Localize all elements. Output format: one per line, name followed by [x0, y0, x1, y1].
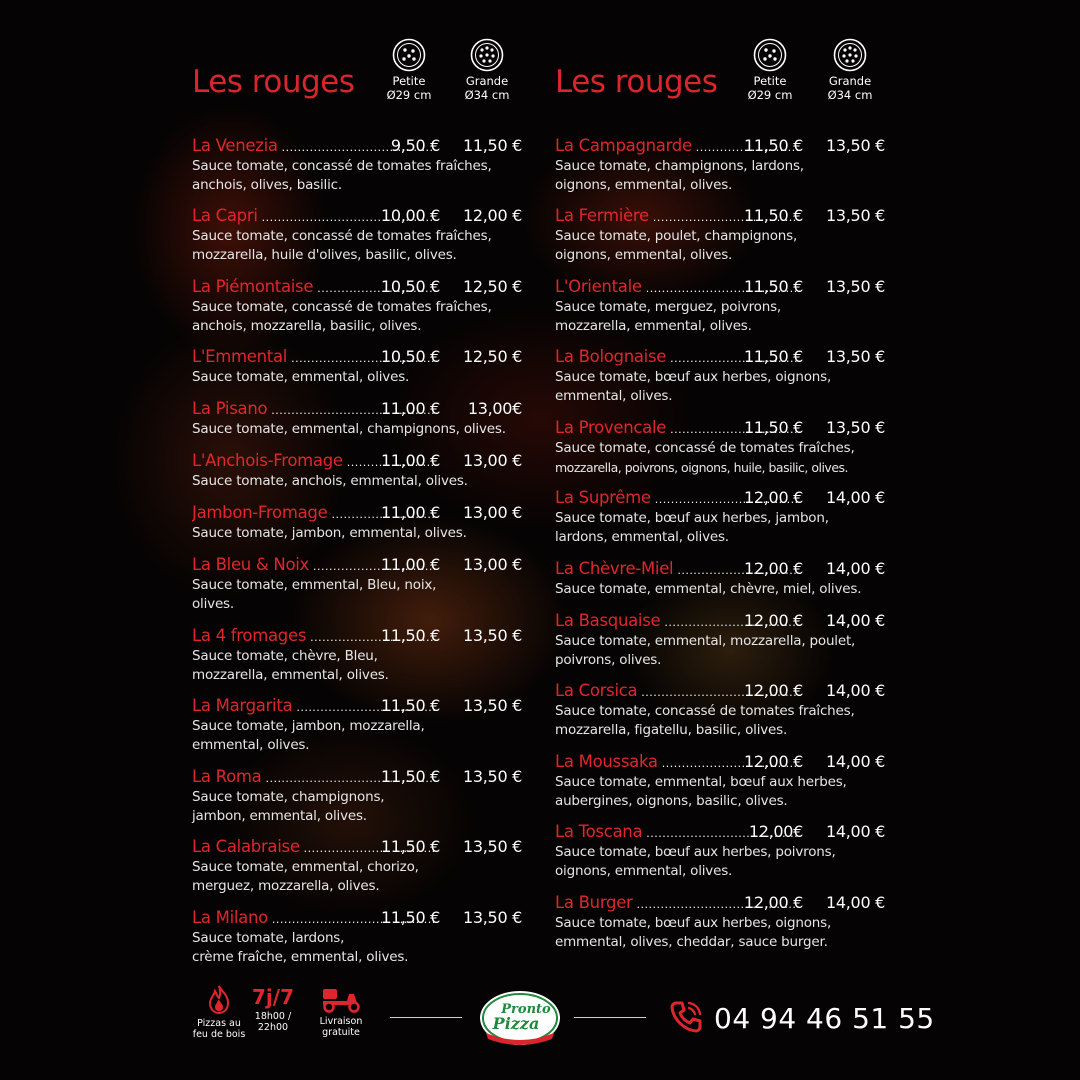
price-small: 11,50 € [744, 347, 803, 366]
price-small: 11,50 € [744, 277, 803, 296]
price-small: 11,00 € [381, 555, 440, 574]
item-desc-line: aubergines, oignons, basilic, olives. [555, 793, 788, 809]
item-name: Jambon-Fromage ..... [192, 502, 437, 526]
price-small: 12,00€ [748, 822, 803, 841]
price-large: 12,00 € [463, 206, 522, 225]
price-large: 13,00€ [467, 399, 522, 418]
item-desc-line: merguez, mozzarella, olives. [192, 878, 380, 894]
menu-item [555, 276, 895, 336]
item-desc-line: Sauce tomate, bœuf aux herbes, oignons, [555, 369, 832, 385]
menu-item [192, 502, 532, 543]
item-name: La Venezia ..... [192, 135, 437, 159]
feature-label-line: gratuite [322, 1027, 360, 1038]
size-large-header [815, 38, 885, 102]
item-name: L'Emmental ..... [192, 346, 437, 370]
item-desc-line: Sauce tomate, emmental, champignons, olives. [192, 421, 506, 437]
item-name: L'Orientale ..... [555, 276, 800, 300]
item-name: La Suprême ..... [555, 487, 800, 511]
item-desc-line: Sauce tomate, merguez, poivrons, [555, 299, 782, 315]
menu-item [555, 610, 895, 670]
menu-item [555, 417, 895, 477]
menu-item [192, 907, 532, 967]
pizza-small-icon [753, 38, 787, 72]
item-name: La Bleu & Noix ..... [192, 554, 437, 578]
size-small-diameter: Ø29 cm [386, 88, 432, 102]
size-small-label: Petite [753, 74, 787, 88]
size-large-label: Grande [828, 74, 872, 88]
item-desc-line: lardons, emmental, olives. [555, 529, 729, 545]
price-small: 11,50 € [381, 837, 440, 856]
menu-item [192, 625, 532, 685]
price-large: 13,50 € [463, 696, 522, 715]
price-large: 14,00 € [826, 611, 885, 630]
price-small: 12,00 € [744, 488, 803, 507]
item-desc-line: Sauce tomate, poulet, champignons, [555, 228, 798, 244]
item-desc-line: Sauce tomate, champignons, lardons, [555, 158, 804, 174]
price-small: 11,50 € [744, 418, 803, 437]
logo-text-bottom: Pizza [492, 1014, 540, 1033]
price-large: 13,50 € [826, 347, 885, 366]
menu-item [192, 450, 532, 491]
feature-label-line: Pizzas au [197, 1018, 241, 1029]
feature-free-delivery [306, 985, 376, 1038]
price-small: 11,50 € [381, 767, 440, 786]
item-desc-line: Sauce tomate, chèvre, Bleu, [192, 648, 378, 664]
price-small: 12,00 € [744, 752, 803, 771]
size-small-label: Petite [392, 74, 426, 88]
price-small: 10,50 € [381, 347, 440, 366]
item-desc-line: poivrons, olives. [555, 652, 662, 668]
flame-icon [205, 985, 233, 1015]
size-large-diameter: Ø34 cm [827, 88, 873, 102]
item-desc-line: Sauce tomate, lardons, [192, 930, 345, 946]
price-large: 14,00 € [826, 822, 885, 841]
item-name: La 4 fromages ..... [192, 625, 437, 649]
item-desc-line: mozzarella, huile d'olives, basilic, olives. [192, 247, 457, 263]
menu-item [555, 205, 895, 265]
menu-item [192, 695, 532, 755]
item-name: La Provencale ..... [555, 417, 800, 441]
phone-contact[interactable] [668, 999, 935, 1039]
size-large-header [452, 38, 522, 102]
menu-item [555, 680, 895, 740]
size-large-label: Grande [465, 74, 509, 88]
item-name: La Milano ..... [192, 907, 437, 931]
item-name: La Piémontaise ..... [192, 276, 437, 300]
divider [390, 1017, 462, 1018]
menu-item [192, 554, 532, 614]
item-name: La Toscana ..... [555, 821, 800, 845]
section-title: Les rouges [192, 64, 355, 100]
price-large: 14,00 € [826, 893, 885, 912]
price-large: 13,50 € [463, 908, 522, 927]
item-desc-line: Sauce tomate, champignons, [192, 789, 385, 805]
price-small: 11,00 € [381, 451, 440, 470]
price-small: 12,00 € [744, 893, 803, 912]
menu-item [192, 836, 532, 896]
item-desc-line: olives. [192, 596, 234, 612]
feature-label-line: 22h00 [257, 1022, 289, 1033]
price-large: 12,50 € [463, 277, 522, 296]
menu-item [192, 398, 532, 439]
item-desc-line: Sauce tomate, jambon, mozzarella, [192, 718, 425, 734]
menu-item [192, 766, 532, 826]
menu-item [192, 276, 532, 336]
menu-item [555, 487, 895, 547]
size-small-diameter: Ø29 cm [747, 88, 793, 102]
item-name: La Chèvre-Miel ..... [555, 558, 800, 582]
item-name: La Basquaise ..... [555, 610, 800, 634]
feature-opening-hours [238, 985, 308, 1033]
item-desc-line: Sauce tomate, emmental, mozzarella, poulet, [555, 633, 856, 649]
item-desc-line: Sauce tomate, concassé de tomates fraîches, [555, 440, 855, 456]
menu-item [192, 135, 532, 195]
item-desc-line: Sauce tomate, emmental, chèvre, miel, olives. [555, 581, 862, 597]
footer [0, 985, 1080, 1065]
price-large: 13,50 € [463, 626, 522, 645]
days-headline: 7j/7 [252, 985, 294, 1009]
pizza-large-icon [470, 38, 504, 72]
item-desc-line: Sauce tomate, concassé de tomates fraîches, [192, 158, 492, 174]
item-desc-line: Sauce tomate, emmental, chorizo, [192, 859, 419, 875]
item-desc-line: oignons, emmental, olives. [555, 863, 733, 879]
item-desc-line: mozzarella, emmental, olives. [192, 667, 389, 683]
item-desc-line: emmental, olives, cheddar, sauce burger. [555, 934, 828, 950]
item-desc-line: Sauce tomate, bœuf aux herbes, jambon, [555, 510, 829, 526]
section-title: Les rouges [555, 64, 718, 100]
price-small: 12,00 € [744, 611, 803, 630]
logo-text-top: Pronto [501, 1002, 551, 1017]
feature-label-line: feu de bois [192, 1029, 246, 1040]
item-desc-line: mozzarella, figatellu, basilic, olives. [555, 722, 788, 738]
item-desc-line: emmental, olives. [555, 388, 673, 404]
price-large: 13,00 € [463, 451, 522, 470]
item-name: L'Anchois-Fromage ..... [192, 450, 437, 474]
size-small-header [374, 38, 444, 102]
pizza-small-icon [392, 38, 426, 72]
item-name: La Moussaka ..... [555, 751, 800, 775]
scooter-icon [319, 985, 363, 1013]
price-small: 9,50 € [390, 136, 440, 155]
price-small: 10,50 € [381, 277, 440, 296]
item-desc-line: Sauce tomate, concassé de tomates fraîches, [192, 228, 492, 244]
feature-label-line: 18h00 / [254, 1011, 292, 1022]
price-small: 12,00 € [744, 681, 803, 700]
size-large-diameter: Ø34 cm [464, 88, 510, 102]
item-desc-line: Sauce tomate, bœuf aux herbes, oignons, [555, 915, 832, 931]
menu-item [555, 135, 895, 195]
item-name: La Burger ..... [555, 892, 800, 916]
item-name: La Calabraise ..... [192, 836, 437, 860]
menu-item [555, 892, 895, 952]
item-desc-line: Sauce tomate, emmental, bœuf aux herbes, [555, 774, 847, 790]
price-large: 13,00 € [463, 503, 522, 522]
price-small: 11,00 € [381, 503, 440, 522]
price-large: 11,50 € [463, 136, 522, 155]
pizza-large-icon [833, 38, 867, 72]
item-desc-line: jambon, emmental, olives. [192, 808, 367, 824]
price-small: 11,50 € [381, 696, 440, 715]
item-desc-line: anchois, mozzarella, basilic, olives. [192, 318, 422, 334]
item-name: La Campagnarde ..... [555, 135, 800, 159]
price-large: 14,00 € [826, 752, 885, 771]
price-large: 14,00 € [826, 559, 885, 578]
menu-item [555, 558, 895, 599]
price-large: 13,50 € [826, 136, 885, 155]
item-desc-line: anchois, olives, basilic. [192, 177, 342, 193]
price-small: 11,50 € [744, 206, 803, 225]
size-small-header [735, 38, 805, 102]
item-desc-line: Sauce tomate, bœuf aux herbes, poivrons, [555, 844, 836, 860]
item-name: La Fermière ..... [555, 205, 800, 229]
price-small: 10,00 € [381, 206, 440, 225]
item-desc-line: emmental, olives. [192, 737, 310, 753]
price-small: 11,00 € [381, 399, 440, 418]
item-desc-line: Sauce tomate, concassé de tomates fraîches, [555, 703, 855, 719]
price-large: 14,00 € [826, 488, 885, 507]
item-desc-line: oignons, emmental, olives. [555, 177, 733, 193]
item-name: La Margarita ..... [192, 695, 437, 719]
item-name: La Corsica ..... [555, 680, 800, 704]
menu-item [192, 205, 532, 265]
price-large: 12,50 € [463, 347, 522, 366]
menu-item [192, 346, 532, 387]
feature-label-line: Livraison [319, 1016, 363, 1027]
item-name: La Bolognaise ..... [555, 346, 800, 370]
divider [574, 1017, 646, 1018]
price-large: 14,00 € [826, 681, 885, 700]
price-large: 13,50 € [463, 767, 522, 786]
price-small: 11,50 € [744, 136, 803, 155]
item-desc-line: mozzarella, poivrons, oignons, huile, basilic, olives. [555, 460, 849, 475]
menu-item [555, 751, 895, 811]
brand-logo [478, 989, 562, 1047]
item-name: La Pisano ..... [192, 398, 437, 422]
item-desc-line: Sauce tomate, emmental, Bleu, noix, [192, 577, 437, 593]
menu-item [555, 821, 895, 881]
item-desc-line: Sauce tomate, emmental, olives. [192, 369, 410, 385]
price-large: 13,50 € [826, 206, 885, 225]
price-large: 13,00 € [463, 555, 522, 574]
price-small: 11,50 € [381, 908, 440, 927]
price-large: 13,50 € [826, 277, 885, 296]
item-desc-line: Sauce tomate, anchois, emmental, olives. [192, 473, 468, 489]
phone-number[interactable]: 04 94 46 51 55 [714, 1002, 935, 1035]
item-name: La Roma ..... [192, 766, 437, 790]
price-large: 13,50 € [826, 418, 885, 437]
price-small: 12,00 € [744, 559, 803, 578]
item-desc-line: oignons, emmental, olives. [555, 247, 733, 263]
item-desc-line: crème fraîche, emmental, olives. [192, 949, 409, 965]
menu-item [555, 346, 895, 406]
price-small: 11,50 € [381, 626, 440, 645]
item-desc-line: Sauce tomate, concassé de tomates fraîches, [192, 299, 492, 315]
item-desc-line: Sauce tomate, jambon, emmental, olives. [192, 525, 467, 541]
phone-icon [668, 999, 704, 1035]
item-name: La Capri ..... [192, 205, 437, 229]
item-desc-line: mozzarella, emmental, olives. [555, 318, 752, 334]
price-large: 13,50 € [463, 837, 522, 856]
